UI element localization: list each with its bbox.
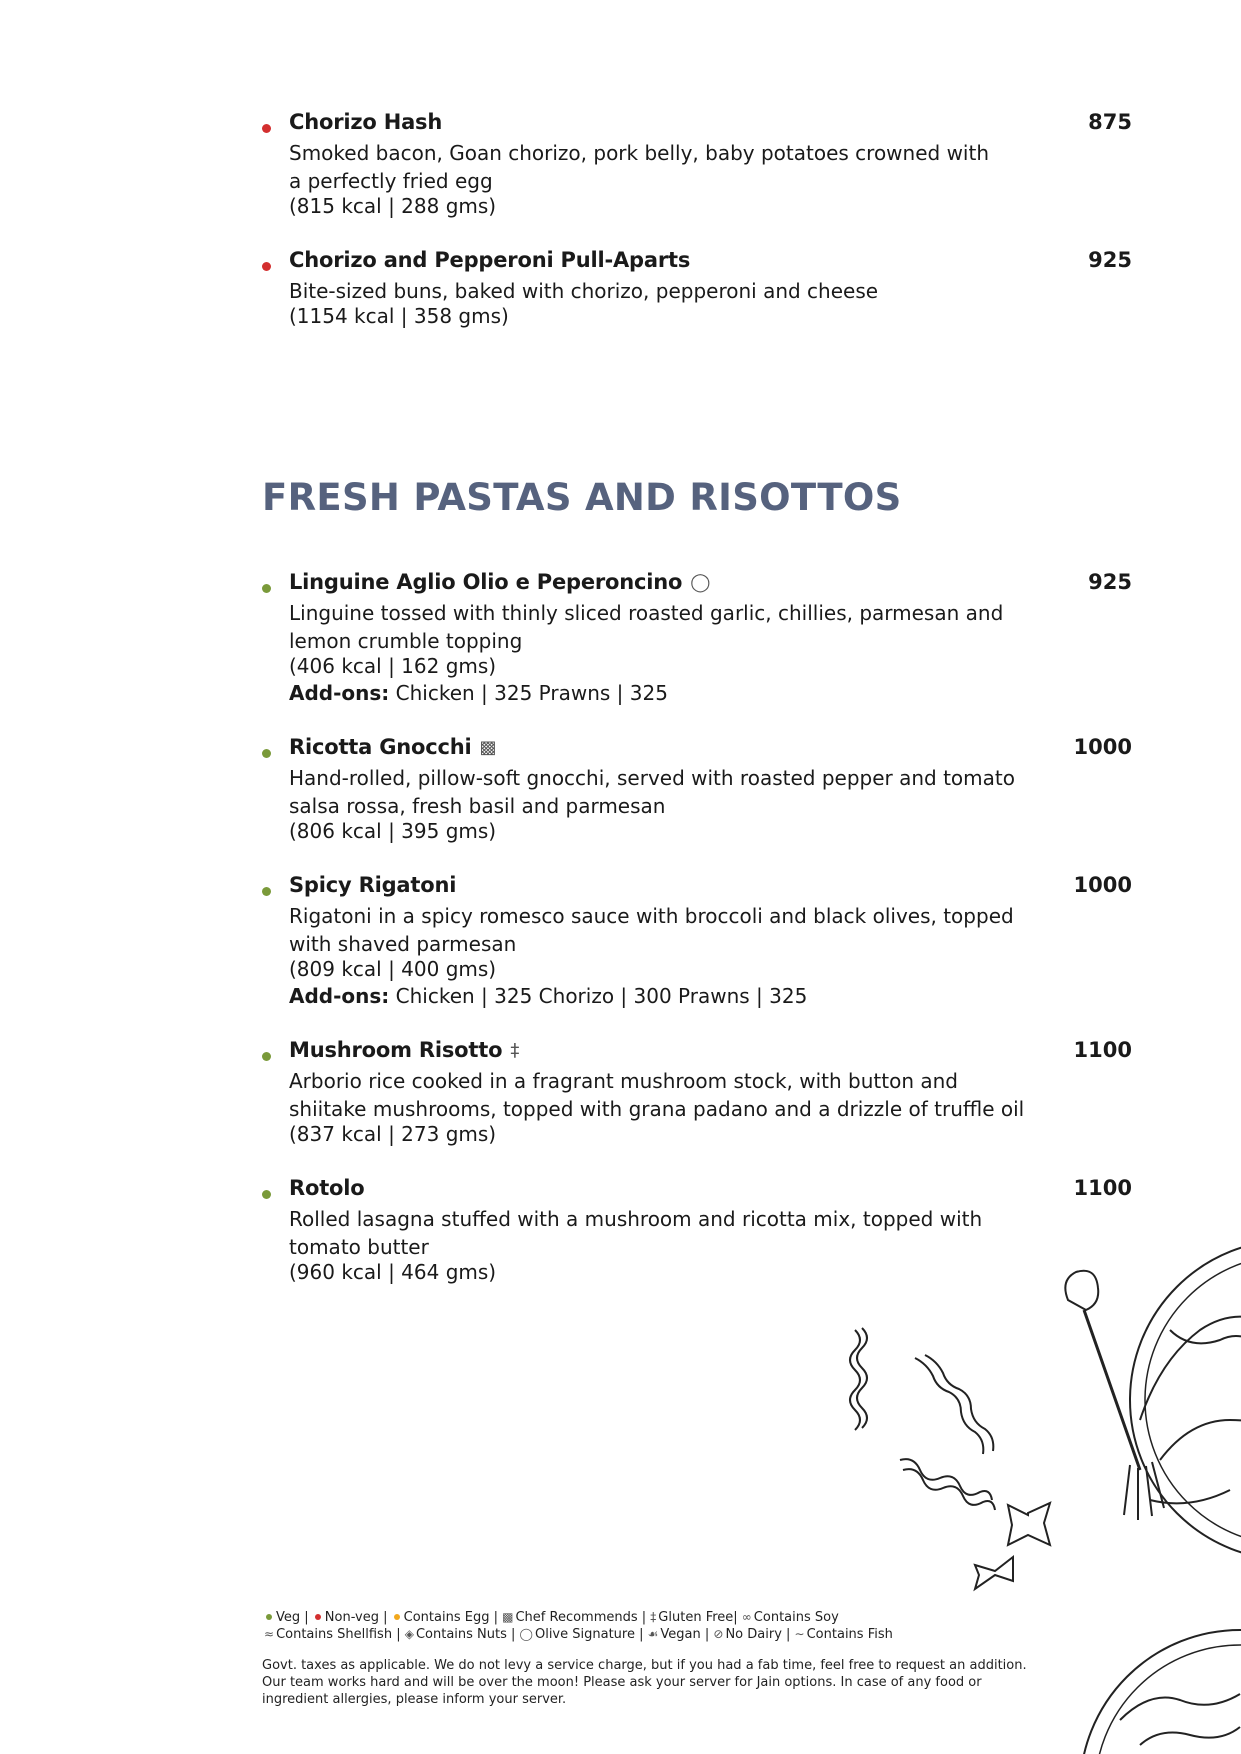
legend-nuts: Contains Nuts | [415,1627,516,1642]
menu-item-chorizo-hash [262,110,1132,220]
item-description: Rolled lasagna stuffed with a mushroom and ricotta mix, topped with tomato butter [289,1207,983,1259]
item-price: 1000 [1073,873,1132,897]
legend-nodairy: No Dairy | [725,1627,791,1642]
gluten-free-icon: ‡ [650,1610,657,1624]
item-price: 1000 [1073,735,1132,759]
nuts-icon: ◈ [404,1627,414,1641]
item-price: 925 [1088,570,1132,594]
legend-veg: Veg | [276,1610,309,1625]
item-description: Hand-rolled, pillow-soft gnocchi, served with roasted pepper and tomato salsa rossa, fresh basil and parmesan [289,766,1015,818]
item-description: Linguine tossed with thinly sliced roasted garlic, chillies, parmesan and lemon crumble topping [289,601,1004,653]
olive-signature-icon: ◯ [519,1627,533,1641]
item-price: 875 [1088,110,1132,134]
veg-dot-icon [266,1614,272,1620]
gluten-free-icon: ‡ [510,1040,520,1061]
chef-recommends-icon: ▩ [479,737,497,758]
item-price: 1100 [1073,1176,1132,1200]
item-calories: (406 kcal | 162 gms) [289,654,497,678]
legend-gluten: Gluten Free| [658,1610,738,1625]
legend-soy: Contains Soy [753,1610,839,1625]
veg-dot-icon [262,1052,271,1061]
section-title: FRESH PASTAS AND RISOTTOS [262,476,902,519]
legend-shellfish: Contains Shellfish | [276,1627,401,1642]
legend-row-1 [264,1610,839,1625]
legend-olive: Olive Signature | [534,1627,644,1642]
veg-dot-icon [262,584,271,593]
item-addons: Add-ons: Chicken | 325 Chorizo | 300 Prawns | 325 [289,984,808,1008]
soy-icon: ∞ [741,1610,752,1624]
legend-vegan: Vegan | [660,1627,710,1642]
menu-item-rotolo [262,1176,1132,1286]
legend-chef: Chef Recommends | [515,1610,647,1625]
item-name: Ricotta Gnocchi ▩ [289,735,497,759]
olive-signature-icon: ◯ [690,572,711,593]
legend-fish: Contains Fish [806,1627,893,1642]
item-price: 925 [1088,248,1132,272]
item-addons: Add-ons: Chicken | 325 Prawns | 325 [289,681,668,705]
item-name: Chorizo Hash [289,110,443,134]
chef-recommends-icon: ▩ [502,1610,514,1624]
menu-item-linguine [262,570,1132,710]
shellfish-icon: ≈ [264,1627,275,1641]
legend-row-2 [264,1627,893,1642]
item-description: Rigatoni in a spicy romesco sauce with broccoli and black olives, topped with shaved parmesan [289,904,1014,956]
item-name: Rotolo [289,1176,365,1200]
item-description: Smoked bacon, Goan chorizo, pork belly, baby potatoes crowned with a perfectly fried egg [289,141,989,193]
vegan-icon: ☙ [647,1627,659,1641]
item-calories: (960 kcal | 464 gms) [289,1260,497,1284]
non-veg-dot-icon [262,124,271,133]
item-calories: (837 kcal | 273 gms) [289,1122,497,1146]
menu-item-spicy-rigatoni [262,873,1132,1013]
item-calories: (809 kcal | 400 gms) [289,957,497,981]
item-name: Chorizo and Pepperoni Pull-Aparts [289,248,691,272]
legend-nonveg: Non-veg | [324,1610,388,1625]
non-veg-dot-icon [315,1614,321,1620]
menu-item-mushroom-risotto [262,1038,1132,1148]
item-name: Mushroom Risotto ‡ [289,1038,520,1062]
veg-dot-icon [262,887,271,896]
veg-dot-icon [262,749,271,758]
item-price: 1100 [1073,1038,1132,1062]
item-name: Linguine Aglio Olio e Peperoncino ◯ [289,570,711,594]
item-name: Spicy Rigatoni [289,873,457,897]
non-veg-dot-icon [262,262,271,271]
item-calories: (815 kcal | 288 gms) [289,194,497,218]
menu-item-chorizo-pepperoni [262,248,1132,328]
fish-icon: ∼ [794,1627,805,1641]
item-description: Bite-sized buns, baked with chorizo, pepperoni and cheese [289,279,879,303]
no-dairy-icon: ⊘ [713,1627,724,1641]
veg-dot-icon [262,1190,271,1199]
item-description: Arborio rice cooked in a fragrant mushroom stock, with button and shiitake mushrooms, topped with grana padano and a drizzle of truffle oil [289,1069,1025,1121]
item-calories: (806 kcal | 395 gms) [289,819,497,843]
item-calories: (1154 kcal | 358 gms) [289,304,509,328]
egg-dot-icon [394,1614,400,1620]
tax-note: Govt. taxes as applicable. We do not levy a service charge, but if you had a fab time, feel free to request an addition. Our team works hard and will be over the moon! Please ask your server for Jain options. In case of any food or ingredient allergies, please inform your server. [262,1658,1027,1707]
legend-egg: Contains Egg | [403,1610,498,1625]
menu-item-ricotta-gnocchi [262,735,1132,845]
